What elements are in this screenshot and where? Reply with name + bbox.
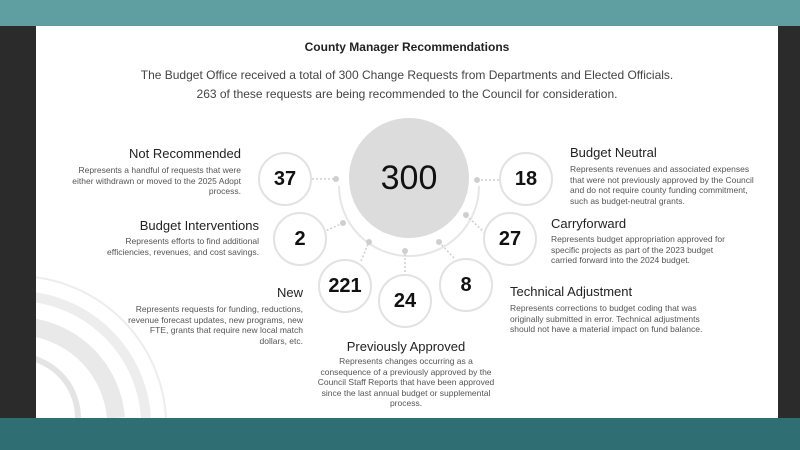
- connector-dot: [333, 176, 339, 182]
- intro-line-2: 263 of these requests are being recommended to the Council for consideration.: [196, 87, 618, 101]
- previously-approved-title: Previously Approved: [346, 339, 466, 354]
- budget-neutral-title: Budget Neutral: [570, 145, 657, 160]
- connector-dot: [402, 248, 408, 254]
- top-background-band: [0, 0, 800, 26]
- budget-interventions-description: Represents efforts to find additional efficiencies, revenues, and cost savings.: [107, 236, 259, 257]
- connector-dot: [340, 220, 346, 226]
- decorative-arc: [36, 356, 78, 418]
- not-recommended-description: Represents a handful of requests that were either withdrawn or moved to the 2025 Adopt process.: [72, 165, 241, 196]
- technical-adjustment-count: 8: [439, 258, 493, 312]
- not-recommended-title: Not Recommended: [129, 146, 241, 161]
- budget-interventions-count: 2: [273, 212, 327, 266]
- technical-adjustment-description: Represents corrections to budget coding that was originally submitted in error. Technical adjustments should not have a material impact on fund balance.: [510, 303, 703, 334]
- carryforward-title: Carryforward: [551, 216, 627, 231]
- connector-dot: [474, 177, 480, 183]
- connector-dot: [366, 239, 372, 245]
- left-frame-border: [0, 26, 36, 418]
- connector-dot: [463, 212, 469, 218]
- slide-title: County Manager Recommendations: [304, 40, 510, 54]
- new-count: 221: [318, 259, 372, 313]
- new-description: Represents requests for funding, reductions, revenue forecast updates, new programs, new FTE, grants that require new local match dollars, etc.: [128, 304, 303, 346]
- right-frame-border: [778, 26, 800, 418]
- budget-neutral-description: Represents revenues and associated expenses that were not previously approved by the Council and do not require county funding commitment, such as budget-neutral grants.: [570, 164, 754, 206]
- bottom-background-band: [0, 418, 800, 450]
- not-recommended-count: 37: [258, 152, 312, 206]
- carryforward-count: 27: [483, 212, 537, 266]
- presentation-slide: [36, 26, 778, 418]
- carryforward-description: Represents budget appropriation approved for specific projects as part of the 2023 budget carried forward into the 2024 budget.: [551, 234, 725, 265]
- previously-approved-count: 24: [378, 274, 432, 328]
- budget-interventions-title: Budget Interventions: [139, 218, 259, 233]
- previously-approved-description: Represents changes occurring as a consequence of a previously approved by the Council Staff Reports that have been approved since the last annual budget or supplemental process.: [317, 356, 495, 408]
- total-requests-circle: 300: [349, 118, 469, 238]
- connector-new: [361, 242, 369, 261]
- intro-line-1: The Budget Office received a total of 300 Change Requests from Departments and Elected Officials.: [140, 68, 674, 82]
- connector-dot: [436, 239, 442, 245]
- technical-adjustment-title: Technical Adjustment: [510, 284, 633, 299]
- new-title: New: [276, 285, 303, 300]
- budget-neutral-count: 18: [499, 152, 553, 206]
